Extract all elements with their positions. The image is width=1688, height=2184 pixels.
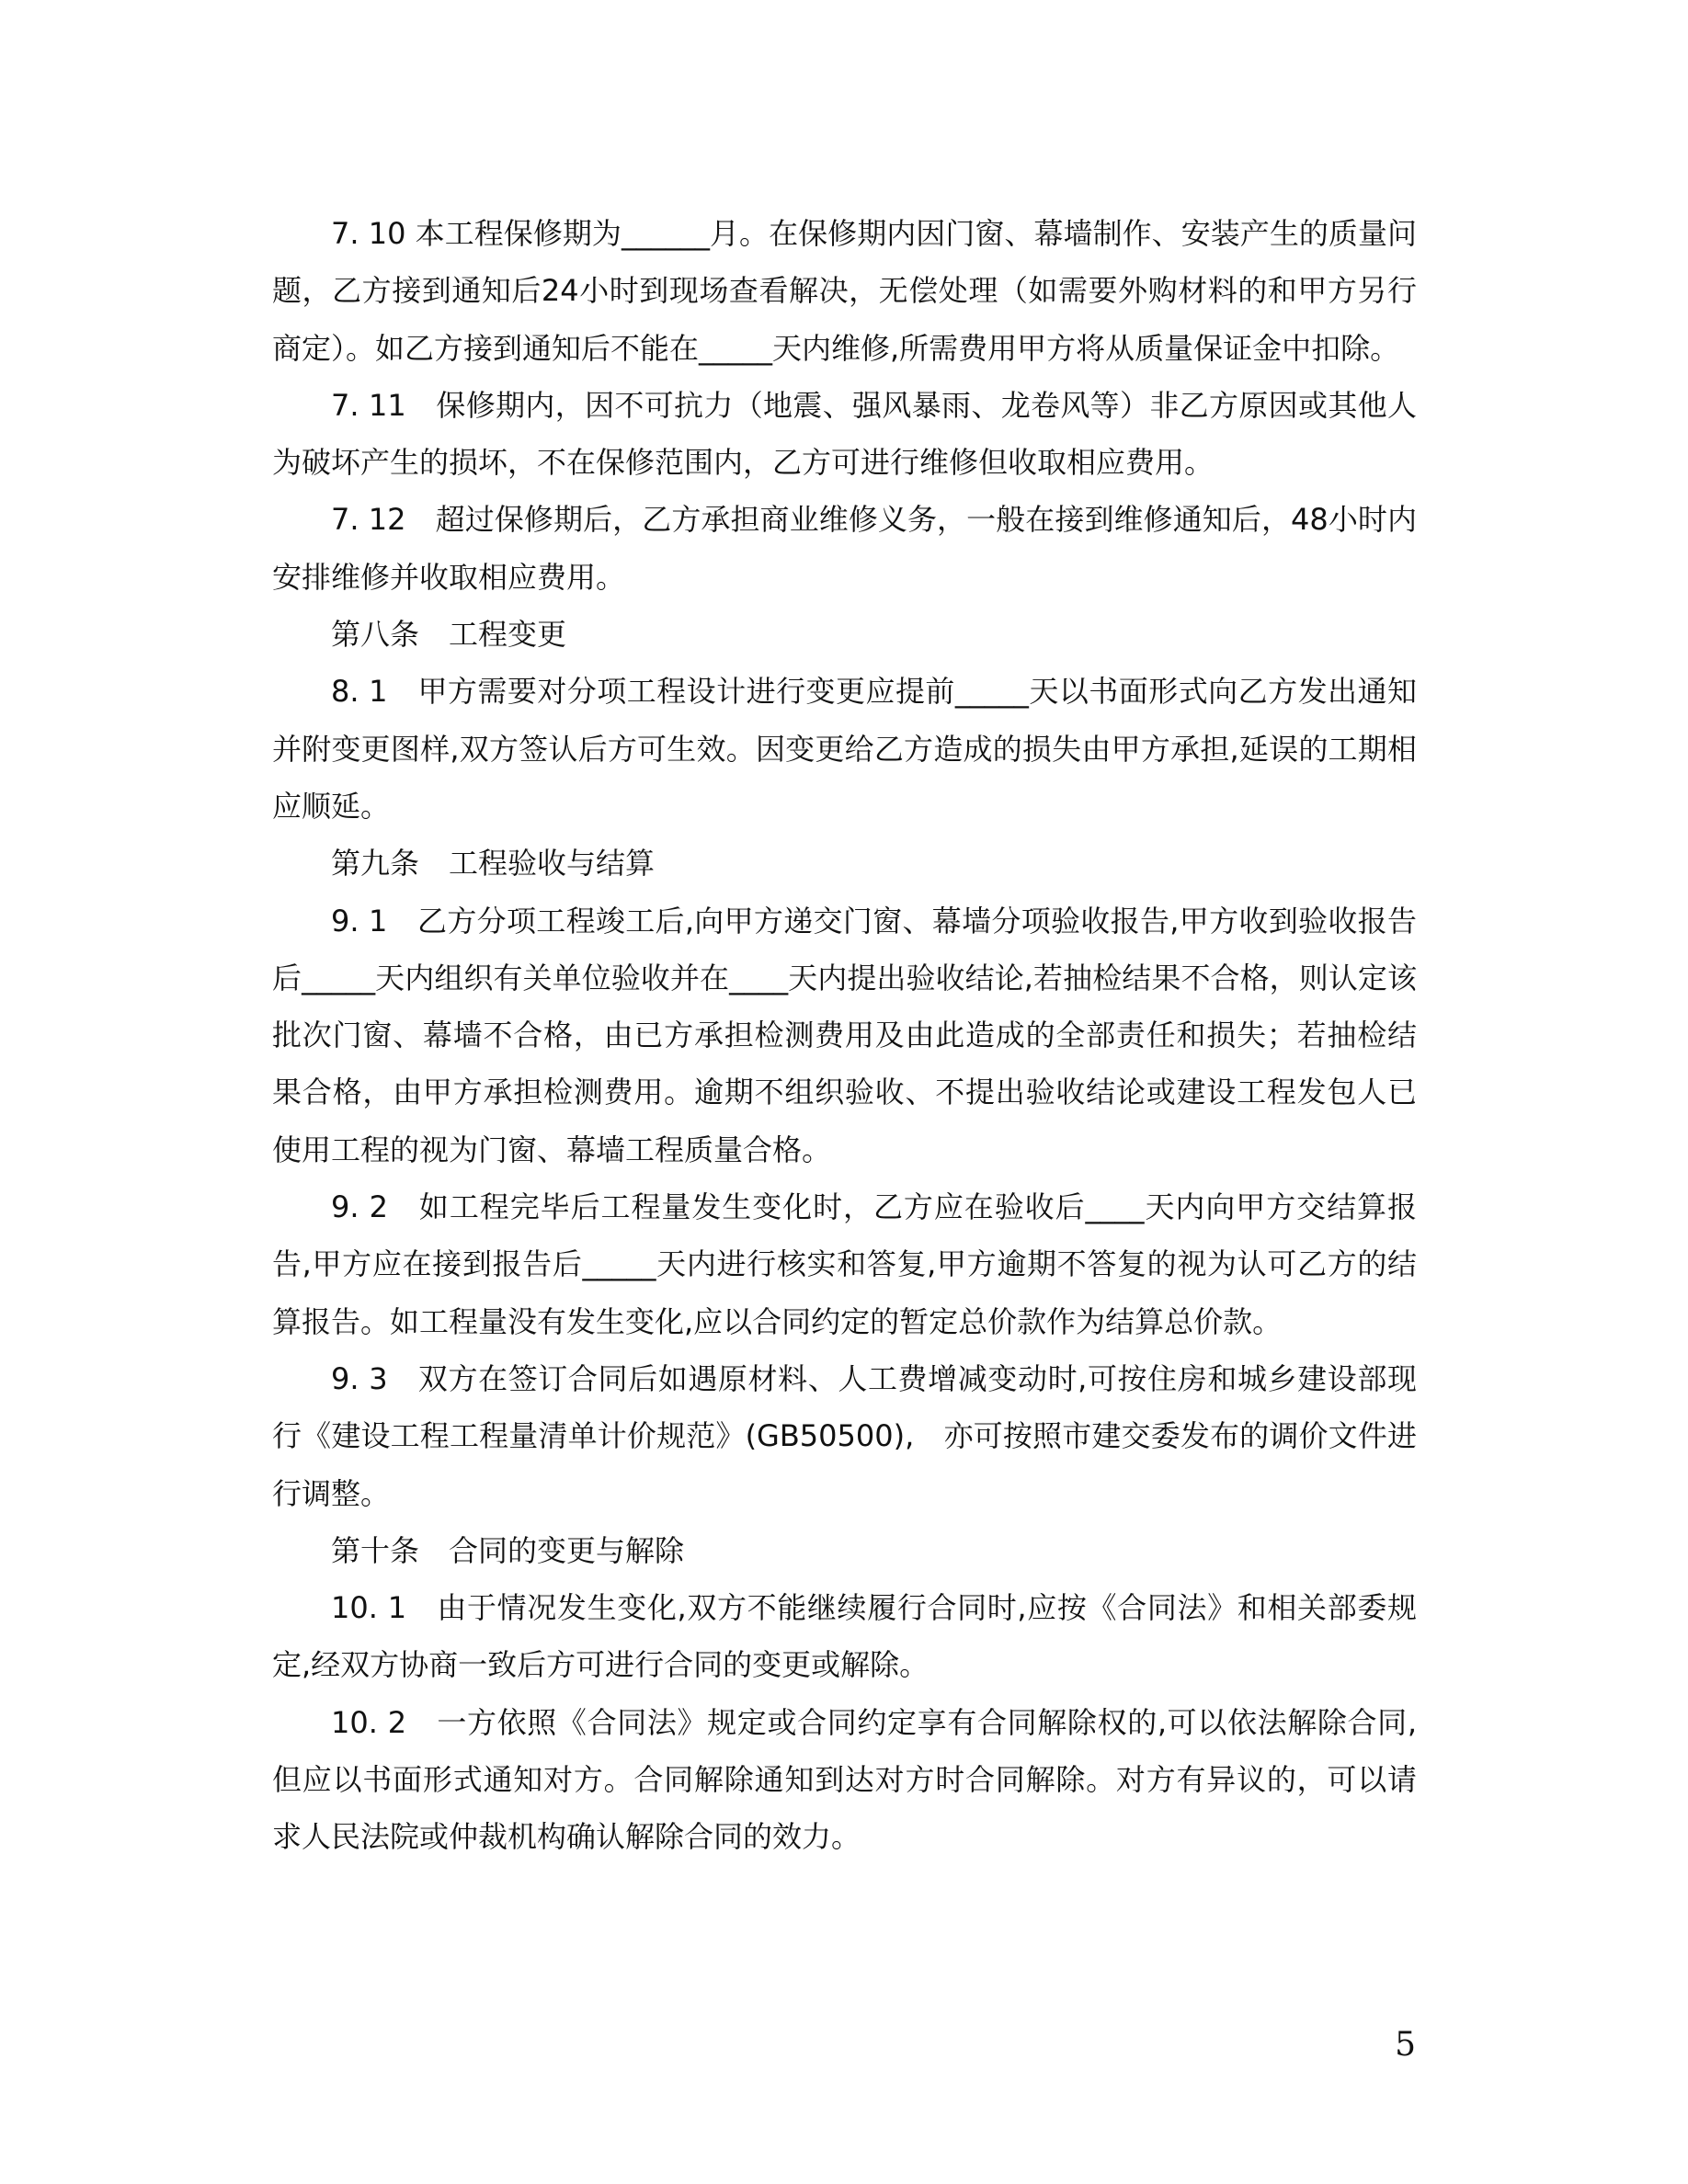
clause-7-12: 7. 12 超过保修期后，乙方承担商业维修义务，一般在接到维修通知后，48小时内安排维修并收取相应费用。 [272, 502, 1417, 595]
clause-8-1: 8. 1 甲方需要对分项工程设计进行变更应提前_____天以书面形式向乙方发出通知并附变更图样,双方签认后方可生效。因变更给乙方造成的损失由甲方承担,延误的工期相应顺延。 [272, 674, 1417, 824]
clause-7-10: 7. 10 本工程保修期为______月。在保修期内因门窗、幕墙制作、安装产生的质量问题，乙方接到通知后24小时到现场查看解决，无偿处理（如需要外购材料的和甲方另行商定）。如乙方接到通知后不能在_____天内维修,所需费用甲方将从质量保证金中扣除。 [272, 216, 1417, 366]
page-number: 5 [1395, 2026, 1416, 2064]
article-10-heading: 第十条 合同的变更与解除 [331, 1532, 685, 1568]
article-8-heading: 第八条 工程变更 [331, 617, 567, 653]
clause-9-1: 9. 1 乙方分项工程竣工后,向甲方递交门窗、幕墙分项验收报告,甲方收到验收报告后_____天内组织有关单位验收并在____天内提出验收结论,若抽检结果不合格，则认定该批次门窗、幕墙不合格，由已方承担检测费用及由此造成的全部责任和损失；若抽检结果合格，由甲方承担检测费用。逾期不组织验收、不提出验收结论或建设工程发包人已使用工程的视为门窗、幕墙工程质量合格。 [272, 903, 1417, 1167]
article-9-heading: 第九条 工程验收与结算 [331, 846, 656, 882]
clause-9-3: 9. 3 双方在签订合同后如遇原材料、人工费增减变动时,可按住房和城乡建设部现行《建设工程工程量清单计价规范》(GB50500), 亦可按照市建交委发布的调价文件进行调整。 [272, 1360, 1417, 1511]
clause-10-2: 10. 2 一方依照《合同法》规定或合同约定享有合同解除权的,可以依法解除合同,但应以书面形式通知对方。合同解除通知到达对方时合同解除。对方有异议的，可以请求人民法院或仲裁机构确认解除合同的效力。 [272, 1704, 1417, 1855]
clause-10-1: 10. 1 由于情况发生变化,双方不能继续履行合同时,应按《合同法》和相关部委规定,经双方协商一致后方可进行合同的变更或解除。 [272, 1590, 1417, 1683]
clause-7-11: 7. 11 保修期内，因不可抗力（地震、强风暴雨、龙卷风等）非乙方原因或其他人为破坏产生的损坏，不在保修范围内，乙方可进行维修但收取相应费用。 [272, 387, 1417, 481]
document-body [272, 205, 1417, 1866]
clause-9-2: 9. 2 如工程完毕后工程量发生变化时，乙方应在验收后____天内向甲方交结算报告,甲方应在接到报告后_____天内进行核实和答复,甲方逾期不答复的视为认可乙方的结算报告。如工程量没有发生变化,应以合同约定的暂定总价款作为结算总价款。 [272, 1189, 1417, 1339]
